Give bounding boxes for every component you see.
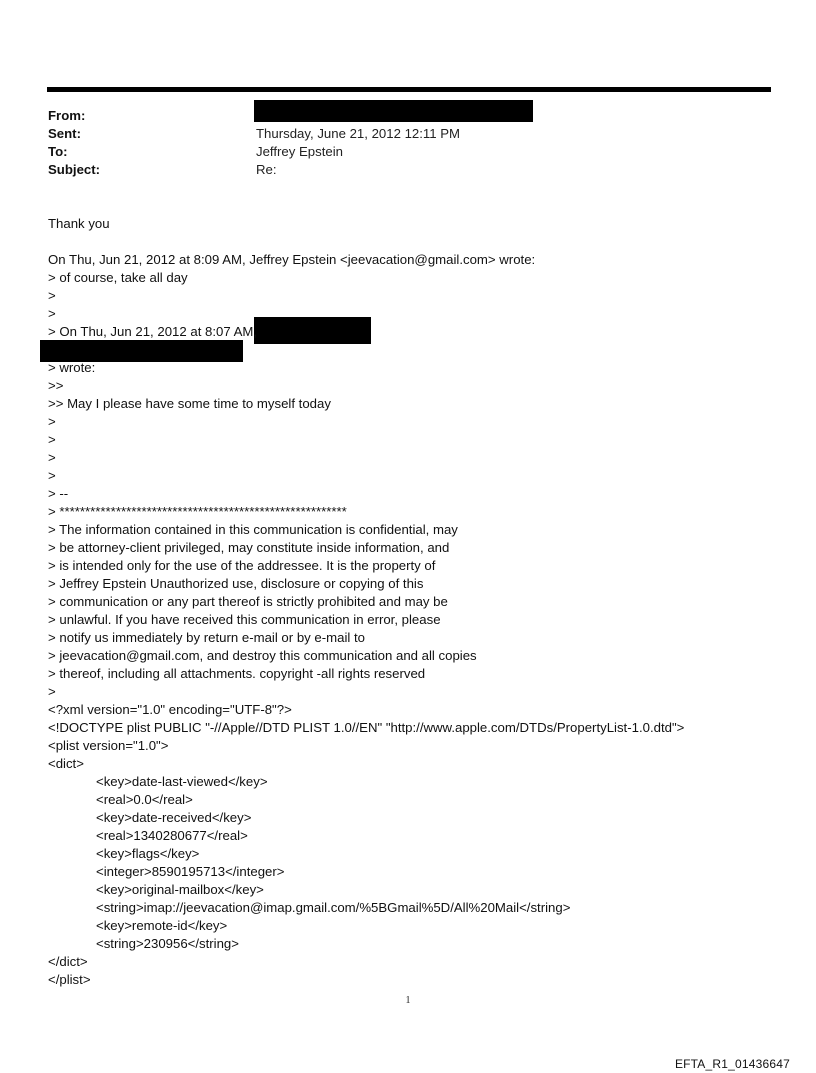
body-line: </plist> <box>48 972 91 987</box>
to-label: To: <box>48 144 68 159</box>
sent-value: Thursday, June 21, 2012 12:11 PM <box>256 126 461 141</box>
sent-label: Sent: <box>48 126 81 141</box>
body-line: > thereof, including all attachments. copyright -all rights reserved <box>48 666 426 681</box>
body-line: > -- <box>48 486 69 501</box>
subject-row <box>48 161 748 179</box>
body-line: > <box>48 468 56 483</box>
body-line: > <box>48 414 56 429</box>
page-number: 1 <box>405 995 411 1006</box>
header-rule <box>47 87 771 92</box>
body-line: > jeevacation@gmail.com, and destroy this communication and all copies <box>48 648 477 663</box>
body-line <box>48 341 788 359</box>
body-line: > notify us immediately by return e-mail or by e-mail to <box>48 630 365 645</box>
body-line: > communication or any part thereof is strictly prohibited and may be <box>48 594 448 609</box>
body-line: <key>flags</key> <box>96 846 200 861</box>
document-id: EFTA_R1_01436647 <box>674 1057 790 1071</box>
body-line: > <box>48 684 56 699</box>
to-row <box>48 143 748 161</box>
body-line: >> <box>48 378 64 393</box>
body-line: > wrote: <box>48 360 96 375</box>
body-line: > <box>48 432 56 447</box>
redaction-box-from <box>254 100 533 122</box>
body-line: <key>date-received</key> <box>96 810 252 825</box>
body-line: <key>remote-id</key> <box>96 918 228 933</box>
body-line: <real>0.0</real> <box>96 792 193 807</box>
body-line: > be attorney-client privileged, may constitute inside information, and <box>48 540 450 555</box>
body-line: <key>original-mailbox</key> <box>96 882 264 897</box>
body-line: </dict> <box>48 954 88 969</box>
body-line: > Jeffrey Epstein Unauthorized use, disclosure or copying of this <box>48 576 424 591</box>
body-line: > is intended only for the use of the addressee. It is the property of <box>48 558 436 573</box>
sent-row <box>48 125 748 143</box>
body-line: > of course, take all day <box>48 270 188 285</box>
subject-value: Re: <box>256 162 277 177</box>
body-line: <integer>8590195713</integer> <box>96 864 285 879</box>
body-line: >> May I please have some time to myself today <box>48 396 331 411</box>
body-line: <string>imap://jeevacation@imap.gmail.com/%5BGmail%5D/All%20Mail</string> <box>96 900 571 915</box>
body-line: <plist version="1.0"> <box>48 738 169 753</box>
from-label: From: <box>48 108 86 123</box>
body-line: > The information contained in this communication is confidential, may <box>48 522 458 537</box>
body-line: > <box>48 306 56 321</box>
body-line: <!DOCTYPE plist PUBLIC "-//Apple//DTD PLIST 1.0//EN" "http://www.apple.com/DTDs/PropertyList-1.0.dtd"> <box>48 720 685 735</box>
body-line: <string>230956</string> <box>96 936 239 951</box>
body-line: <dict> <box>48 756 84 771</box>
body-line: > On Thu, Jun 21, 2012 at 8:07 AM, <box>48 324 258 339</box>
body-line <box>48 233 788 251</box>
body-line: > unlawful. If you have received this communication in error, please <box>48 612 441 627</box>
body-line: > <box>48 288 56 303</box>
email-body <box>48 215 788 989</box>
body-line: Thank you <box>48 216 110 231</box>
to-value: Jeffrey Epstein <box>256 144 343 159</box>
body-line: On Thu, Jun 21, 2012 at 8:09 AM, Jeffrey Epstein <jeevacation@gmail.com> wrote: <box>48 252 536 267</box>
body-line: <?xml version="1.0" encoding="UTF-8"?> <box>48 702 292 717</box>
subject-label: Subject: <box>48 162 101 177</box>
body-line: <key>date-last-viewed</key> <box>96 774 268 789</box>
body-line: > ******************************************************** <box>48 504 347 519</box>
body-line: > <box>48 450 56 465</box>
body-line: <real>1340280677</real> <box>96 828 248 843</box>
